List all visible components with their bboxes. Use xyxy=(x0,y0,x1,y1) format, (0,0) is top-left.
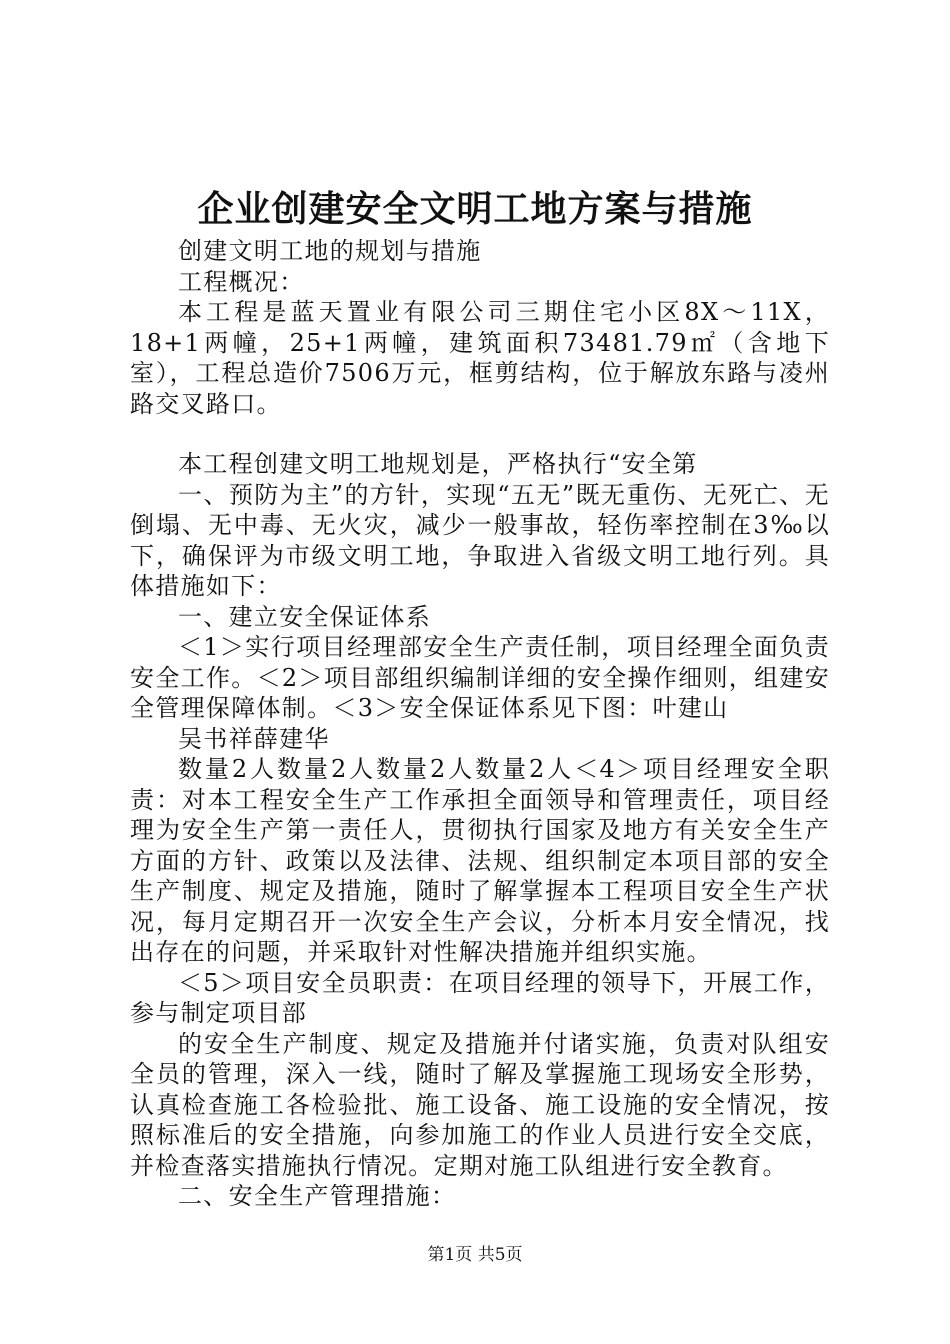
paragraph: 吴书祥薛建华 xyxy=(178,724,330,753)
paragraph: 数量2人数量2人数量2人数量2人＜4＞项目经理安全职责：对本工程安全生产工作承担全面领导和管理责任，项目经理为安全生产第一责任人，贯彻执行国家及地方有关安全生产方面的方针、政策以及法律、法规、组织制定本项目部的安全生产制度、规定及措施，随时了解掌握本工程项目安全生产状况，每月定期召开一次安全生产会议，分析本月安全情况，找出存在的问题，并采取针对性解决措施并组织实施。 xyxy=(130,755,830,966)
paragraph: 创建文明工地的规划与措施 xyxy=(178,237,482,265)
paragraph: 一、预防为主”的方针，实现“五无”既无重伤、无死亡、无倒塌、无中毒、无火灾，减少一般事故，轻伤率控制在3‰以下，确保评为市级文明工地，争取进入省级文明工地行列。具体措施如下： xyxy=(130,480,830,600)
paragraph: ＜1＞实行项目经理部安全生产责任制，项目经理全面负责安全工作。＜2＞项目部组织编制详细的安全操作细则，组建安全管理保障体制。＜3＞安全保证体系见下图：叶建山 xyxy=(130,633,830,722)
paragraph: 本工程创建文明工地规划是，严格执行“安全第 xyxy=(178,450,698,478)
paragraph: 二、安全生产管理措施： xyxy=(178,1182,457,1210)
paragraph: ＜5＞项目安全员职责：在项目经理的领导下，开展工作，参与制定项目部 xyxy=(130,968,830,1027)
paragraph: 工程概况： xyxy=(178,267,305,296)
paragraph: 本工程是蓝天置业有限公司三期住宅小区8X～11X，18+1两幢，25+1两幢，建筑面积73481.79㎡（含地下室），工程总造价7506万元，框剪结构，位于解放东路与凌州路交叉路口。 xyxy=(130,298,830,418)
paragraph: 一、建立安全保证体系 xyxy=(178,602,431,631)
paragraph: 的安全生产制度、规定及措施并付诸实施，负责对队组安全员的管理，深入一线，随时了解及掌握施工现场安全形势，认真检查施工各检验批、施工设备、施工设施的安全情况，按照标准后的安全措施，向参加施工的作业人员进行安全交底，并检查落实措施执行情况。定期对施工队组进行安全教育。 xyxy=(130,1029,830,1180)
document-body xyxy=(130,236,830,1212)
page-footer: 第1页 共5页 xyxy=(427,1245,523,1265)
document-title: 企业创建安全文明工地方案与措施 xyxy=(197,188,753,230)
